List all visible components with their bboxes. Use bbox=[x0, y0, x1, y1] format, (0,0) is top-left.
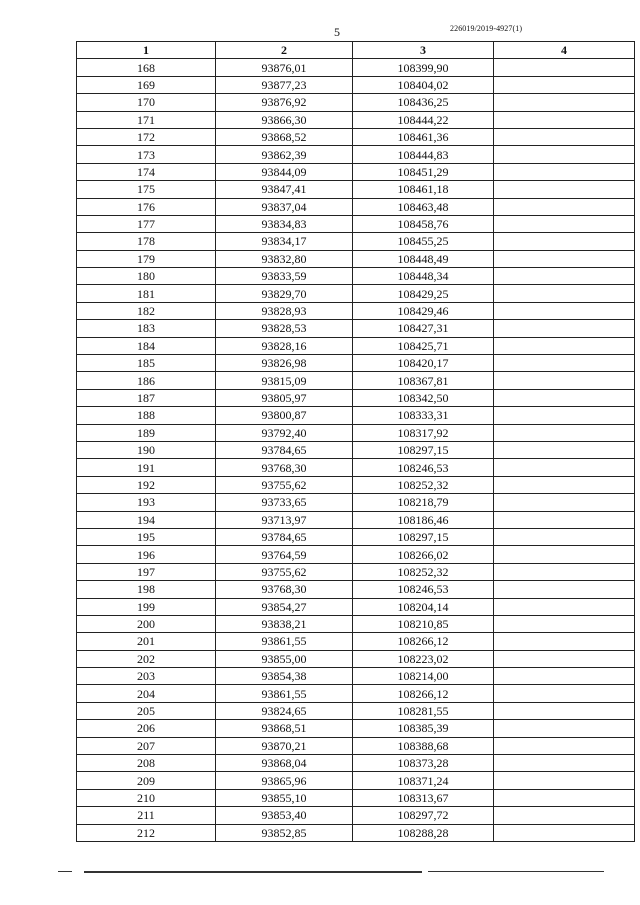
note-cell bbox=[494, 720, 635, 737]
y-coordinate-cell: 108252,32 bbox=[353, 476, 494, 493]
table-row bbox=[77, 146, 635, 163]
table-row bbox=[77, 581, 635, 598]
note-cell bbox=[494, 476, 635, 493]
point-number-cell: 175 bbox=[77, 181, 216, 198]
y-coordinate-cell: 108288,28 bbox=[353, 824, 494, 841]
y-coordinate-cell: 108252,32 bbox=[353, 563, 494, 580]
y-coordinate-cell: 108463,48 bbox=[353, 198, 494, 215]
x-coordinate-cell: 93755,62 bbox=[216, 476, 353, 493]
point-number-cell: 207 bbox=[77, 737, 216, 754]
point-number-cell: 193 bbox=[77, 494, 216, 511]
point-number-cell: 209 bbox=[77, 772, 216, 789]
x-coordinate-cell: 93861,55 bbox=[216, 633, 353, 650]
table-row bbox=[77, 424, 635, 441]
x-coordinate-cell: 93868,04 bbox=[216, 755, 353, 772]
y-coordinate-cell: 108266,12 bbox=[353, 633, 494, 650]
x-coordinate-cell: 93829,70 bbox=[216, 285, 353, 302]
table-header-row bbox=[77, 42, 635, 59]
note-cell bbox=[494, 581, 635, 598]
table-row bbox=[77, 337, 635, 354]
note-cell bbox=[494, 615, 635, 632]
y-coordinate-cell: 108404,02 bbox=[353, 76, 494, 93]
point-number-cell: 171 bbox=[77, 111, 216, 128]
table-body bbox=[77, 59, 635, 842]
table-row bbox=[77, 737, 635, 754]
point-number-cell: 179 bbox=[77, 250, 216, 267]
table-row bbox=[77, 546, 635, 563]
y-coordinate-cell: 108373,28 bbox=[353, 755, 494, 772]
y-coordinate-cell: 108297,15 bbox=[353, 528, 494, 545]
x-coordinate-cell: 93837,04 bbox=[216, 198, 353, 215]
point-number-cell: 206 bbox=[77, 720, 216, 737]
table-row bbox=[77, 233, 635, 250]
x-coordinate-cell: 93828,16 bbox=[216, 337, 353, 354]
table-row bbox=[77, 598, 635, 615]
note-cell bbox=[494, 233, 635, 250]
note-cell bbox=[494, 372, 635, 389]
x-coordinate-cell: 93852,85 bbox=[216, 824, 353, 841]
point-number-cell: 173 bbox=[77, 146, 216, 163]
x-coordinate-cell: 93876,01 bbox=[216, 59, 353, 76]
column-header: 1 bbox=[77, 42, 216, 59]
table-row bbox=[77, 355, 635, 372]
y-coordinate-cell: 108425,71 bbox=[353, 337, 494, 354]
y-coordinate-cell: 108420,17 bbox=[353, 355, 494, 372]
y-coordinate-cell: 108461,36 bbox=[353, 128, 494, 145]
point-number-cell: 189 bbox=[77, 424, 216, 441]
point-number-cell: 168 bbox=[77, 59, 216, 76]
note-cell bbox=[494, 198, 635, 215]
note-cell bbox=[494, 755, 635, 772]
y-coordinate-cell: 108461,18 bbox=[353, 181, 494, 198]
point-number-cell: 176 bbox=[77, 198, 216, 215]
note-cell bbox=[494, 702, 635, 719]
y-coordinate-cell: 108266,12 bbox=[353, 685, 494, 702]
x-coordinate-cell: 93828,93 bbox=[216, 302, 353, 319]
y-coordinate-cell: 108204,14 bbox=[353, 598, 494, 615]
x-coordinate-cell: 93784,65 bbox=[216, 441, 353, 458]
column-header: 3 bbox=[353, 42, 494, 59]
point-number-cell: 202 bbox=[77, 650, 216, 667]
table-row bbox=[77, 372, 635, 389]
x-coordinate-cell: 93833,59 bbox=[216, 268, 353, 285]
note-cell bbox=[494, 737, 635, 754]
table-row bbox=[77, 702, 635, 719]
table-row bbox=[77, 285, 635, 302]
y-coordinate-cell: 108317,92 bbox=[353, 424, 494, 441]
point-number-cell: 197 bbox=[77, 563, 216, 580]
y-coordinate-cell: 108451,29 bbox=[353, 163, 494, 180]
y-coordinate-cell: 108281,55 bbox=[353, 702, 494, 719]
x-coordinate-cell: 93865,96 bbox=[216, 772, 353, 789]
x-coordinate-cell: 93834,83 bbox=[216, 215, 353, 232]
point-number-cell: 187 bbox=[77, 389, 216, 406]
y-coordinate-cell: 108458,76 bbox=[353, 215, 494, 232]
table-row bbox=[77, 163, 635, 180]
table-row bbox=[77, 198, 635, 215]
table-row bbox=[77, 563, 635, 580]
note-cell bbox=[494, 459, 635, 476]
note-cell bbox=[494, 650, 635, 667]
point-number-cell: 177 bbox=[77, 215, 216, 232]
point-number-cell: 192 bbox=[77, 476, 216, 493]
note-cell bbox=[494, 146, 635, 163]
table-row bbox=[77, 215, 635, 232]
x-coordinate-cell: 93855,10 bbox=[216, 789, 353, 806]
table-row bbox=[77, 128, 635, 145]
y-coordinate-cell: 108210,85 bbox=[353, 615, 494, 632]
note-cell bbox=[494, 302, 635, 319]
point-number-cell: 198 bbox=[77, 581, 216, 598]
y-coordinate-cell: 108388,68 bbox=[353, 737, 494, 754]
y-coordinate-cell: 108367,81 bbox=[353, 372, 494, 389]
table-row bbox=[77, 441, 635, 458]
point-number-cell: 182 bbox=[77, 302, 216, 319]
table-row bbox=[77, 250, 635, 267]
table-row bbox=[77, 111, 635, 128]
y-coordinate-cell: 108399,90 bbox=[353, 59, 494, 76]
y-coordinate-cell: 108385,39 bbox=[353, 720, 494, 737]
note-cell bbox=[494, 163, 635, 180]
footer-rule bbox=[58, 871, 72, 872]
note-cell bbox=[494, 424, 635, 441]
point-number-cell: 190 bbox=[77, 441, 216, 458]
x-coordinate-cell: 93828,53 bbox=[216, 320, 353, 337]
y-coordinate-cell: 108246,53 bbox=[353, 459, 494, 476]
note-cell bbox=[494, 807, 635, 824]
x-coordinate-cell: 93815,09 bbox=[216, 372, 353, 389]
y-coordinate-cell: 108342,50 bbox=[353, 389, 494, 406]
footer-rule bbox=[84, 871, 422, 873]
point-number-cell: 169 bbox=[77, 76, 216, 93]
footer-rule bbox=[428, 871, 604, 872]
x-coordinate-cell: 93844,09 bbox=[216, 163, 353, 180]
x-coordinate-cell: 93868,51 bbox=[216, 720, 353, 737]
x-coordinate-cell: 93755,62 bbox=[216, 563, 353, 580]
table-row bbox=[77, 389, 635, 406]
x-coordinate-cell: 93853,40 bbox=[216, 807, 353, 824]
y-coordinate-cell: 108223,02 bbox=[353, 650, 494, 667]
note-cell bbox=[494, 511, 635, 528]
table-row bbox=[77, 824, 635, 841]
point-number-cell: 188 bbox=[77, 407, 216, 424]
x-coordinate-cell: 93800,87 bbox=[216, 407, 353, 424]
x-coordinate-cell: 93768,30 bbox=[216, 459, 353, 476]
note-cell bbox=[494, 59, 635, 76]
y-coordinate-cell: 108436,25 bbox=[353, 94, 494, 111]
note-cell bbox=[494, 389, 635, 406]
point-number-cell: 174 bbox=[77, 163, 216, 180]
point-number-cell: 204 bbox=[77, 685, 216, 702]
note-cell bbox=[494, 598, 635, 615]
x-coordinate-cell: 93870,21 bbox=[216, 737, 353, 754]
x-coordinate-cell: 93876,92 bbox=[216, 94, 353, 111]
point-number-cell: 186 bbox=[77, 372, 216, 389]
point-number-cell: 172 bbox=[77, 128, 216, 145]
table-row bbox=[77, 459, 635, 476]
note-cell bbox=[494, 685, 635, 702]
table-row bbox=[77, 59, 635, 76]
x-coordinate-cell: 93713,97 bbox=[216, 511, 353, 528]
table-row bbox=[77, 76, 635, 93]
note-cell bbox=[494, 181, 635, 198]
y-coordinate-cell: 108429,25 bbox=[353, 285, 494, 302]
point-number-cell: 205 bbox=[77, 702, 216, 719]
note-cell bbox=[494, 250, 635, 267]
table-row bbox=[77, 615, 635, 632]
point-number-cell: 212 bbox=[77, 824, 216, 841]
point-number-cell: 196 bbox=[77, 546, 216, 563]
y-coordinate-cell: 108444,83 bbox=[353, 146, 494, 163]
coordinates-table bbox=[76, 41, 635, 842]
x-coordinate-cell: 93832,80 bbox=[216, 250, 353, 267]
note-cell bbox=[494, 528, 635, 545]
point-number-cell: 183 bbox=[77, 320, 216, 337]
note-cell bbox=[494, 407, 635, 424]
x-coordinate-cell: 93847,41 bbox=[216, 181, 353, 198]
point-number-cell: 211 bbox=[77, 807, 216, 824]
note-cell bbox=[494, 320, 635, 337]
point-number-cell: 203 bbox=[77, 668, 216, 685]
point-number-cell: 191 bbox=[77, 459, 216, 476]
y-coordinate-cell: 108371,24 bbox=[353, 772, 494, 789]
note-cell bbox=[494, 355, 635, 372]
y-coordinate-cell: 108429,46 bbox=[353, 302, 494, 319]
x-coordinate-cell: 93861,55 bbox=[216, 685, 353, 702]
note-cell bbox=[494, 94, 635, 111]
x-coordinate-cell: 93733,65 bbox=[216, 494, 353, 511]
table-row bbox=[77, 633, 635, 650]
coordinates-table-container bbox=[76, 41, 634, 842]
point-number-cell: 178 bbox=[77, 233, 216, 250]
x-coordinate-cell: 93866,30 bbox=[216, 111, 353, 128]
table-row bbox=[77, 528, 635, 545]
x-coordinate-cell: 93784,65 bbox=[216, 528, 353, 545]
x-coordinate-cell: 93764,59 bbox=[216, 546, 353, 563]
note-cell bbox=[494, 268, 635, 285]
table-row bbox=[77, 476, 635, 493]
x-coordinate-cell: 93854,38 bbox=[216, 668, 353, 685]
point-number-cell: 199 bbox=[77, 598, 216, 615]
note-cell bbox=[494, 215, 635, 232]
x-coordinate-cell: 93838,21 bbox=[216, 615, 353, 632]
y-coordinate-cell: 108427,31 bbox=[353, 320, 494, 337]
x-coordinate-cell: 93826,98 bbox=[216, 355, 353, 372]
note-cell bbox=[494, 337, 635, 354]
x-coordinate-cell: 93834,17 bbox=[216, 233, 353, 250]
point-number-cell: 195 bbox=[77, 528, 216, 545]
y-coordinate-cell: 108266,02 bbox=[353, 546, 494, 563]
x-coordinate-cell: 93824,65 bbox=[216, 702, 353, 719]
point-number-cell: 184 bbox=[77, 337, 216, 354]
y-coordinate-cell: 108218,79 bbox=[353, 494, 494, 511]
table-row bbox=[77, 494, 635, 511]
y-coordinate-cell: 108455,25 bbox=[353, 233, 494, 250]
y-coordinate-cell: 108448,34 bbox=[353, 268, 494, 285]
point-number-cell: 210 bbox=[77, 789, 216, 806]
x-coordinate-cell: 93877,23 bbox=[216, 76, 353, 93]
page-number: 5 bbox=[334, 25, 340, 39]
table-row bbox=[77, 320, 635, 337]
table-row bbox=[77, 668, 635, 685]
note-cell bbox=[494, 76, 635, 93]
table-row bbox=[77, 650, 635, 667]
note-cell bbox=[494, 494, 635, 511]
note-cell bbox=[494, 563, 635, 580]
column-header: 4 bbox=[494, 42, 635, 59]
table-row bbox=[77, 755, 635, 772]
point-number-cell: 194 bbox=[77, 511, 216, 528]
y-coordinate-cell: 108246,53 bbox=[353, 581, 494, 598]
x-coordinate-cell: 93854,27 bbox=[216, 598, 353, 615]
y-coordinate-cell: 108444,22 bbox=[353, 111, 494, 128]
note-cell bbox=[494, 772, 635, 789]
table-row bbox=[77, 181, 635, 198]
y-coordinate-cell: 108333,31 bbox=[353, 407, 494, 424]
point-number-cell: 201 bbox=[77, 633, 216, 650]
x-coordinate-cell: 93855,00 bbox=[216, 650, 353, 667]
table-row bbox=[77, 685, 635, 702]
point-number-cell: 208 bbox=[77, 755, 216, 772]
table-row bbox=[77, 720, 635, 737]
note-cell bbox=[494, 668, 635, 685]
y-coordinate-cell: 108214,00 bbox=[353, 668, 494, 685]
point-number-cell: 200 bbox=[77, 615, 216, 632]
document-id: 226019/2019-4927(1) bbox=[450, 24, 523, 33]
column-header: 2 bbox=[216, 42, 353, 59]
table-row bbox=[77, 772, 635, 789]
table-row bbox=[77, 407, 635, 424]
table-row bbox=[77, 268, 635, 285]
note-cell bbox=[494, 111, 635, 128]
note-cell bbox=[494, 285, 635, 302]
x-coordinate-cell: 93868,52 bbox=[216, 128, 353, 145]
x-coordinate-cell: 93862,39 bbox=[216, 146, 353, 163]
table-row bbox=[77, 789, 635, 806]
x-coordinate-cell: 93792,40 bbox=[216, 424, 353, 441]
x-coordinate-cell: 93768,30 bbox=[216, 581, 353, 598]
note-cell bbox=[494, 128, 635, 145]
point-number-cell: 180 bbox=[77, 268, 216, 285]
y-coordinate-cell: 108313,67 bbox=[353, 789, 494, 806]
y-coordinate-cell: 108297,72 bbox=[353, 807, 494, 824]
point-number-cell: 170 bbox=[77, 94, 216, 111]
point-number-cell: 181 bbox=[77, 285, 216, 302]
note-cell bbox=[494, 824, 635, 841]
note-cell bbox=[494, 789, 635, 806]
point-number-cell: 185 bbox=[77, 355, 216, 372]
y-coordinate-cell: 108448,49 bbox=[353, 250, 494, 267]
note-cell bbox=[494, 546, 635, 563]
note-cell bbox=[494, 441, 635, 458]
note-cell bbox=[494, 633, 635, 650]
table-row bbox=[77, 302, 635, 319]
y-coordinate-cell: 108186,46 bbox=[353, 511, 494, 528]
table-row bbox=[77, 94, 635, 111]
x-coordinate-cell: 93805,97 bbox=[216, 389, 353, 406]
table-row bbox=[77, 511, 635, 528]
table-row bbox=[77, 807, 635, 824]
y-coordinate-cell: 108297,15 bbox=[353, 441, 494, 458]
